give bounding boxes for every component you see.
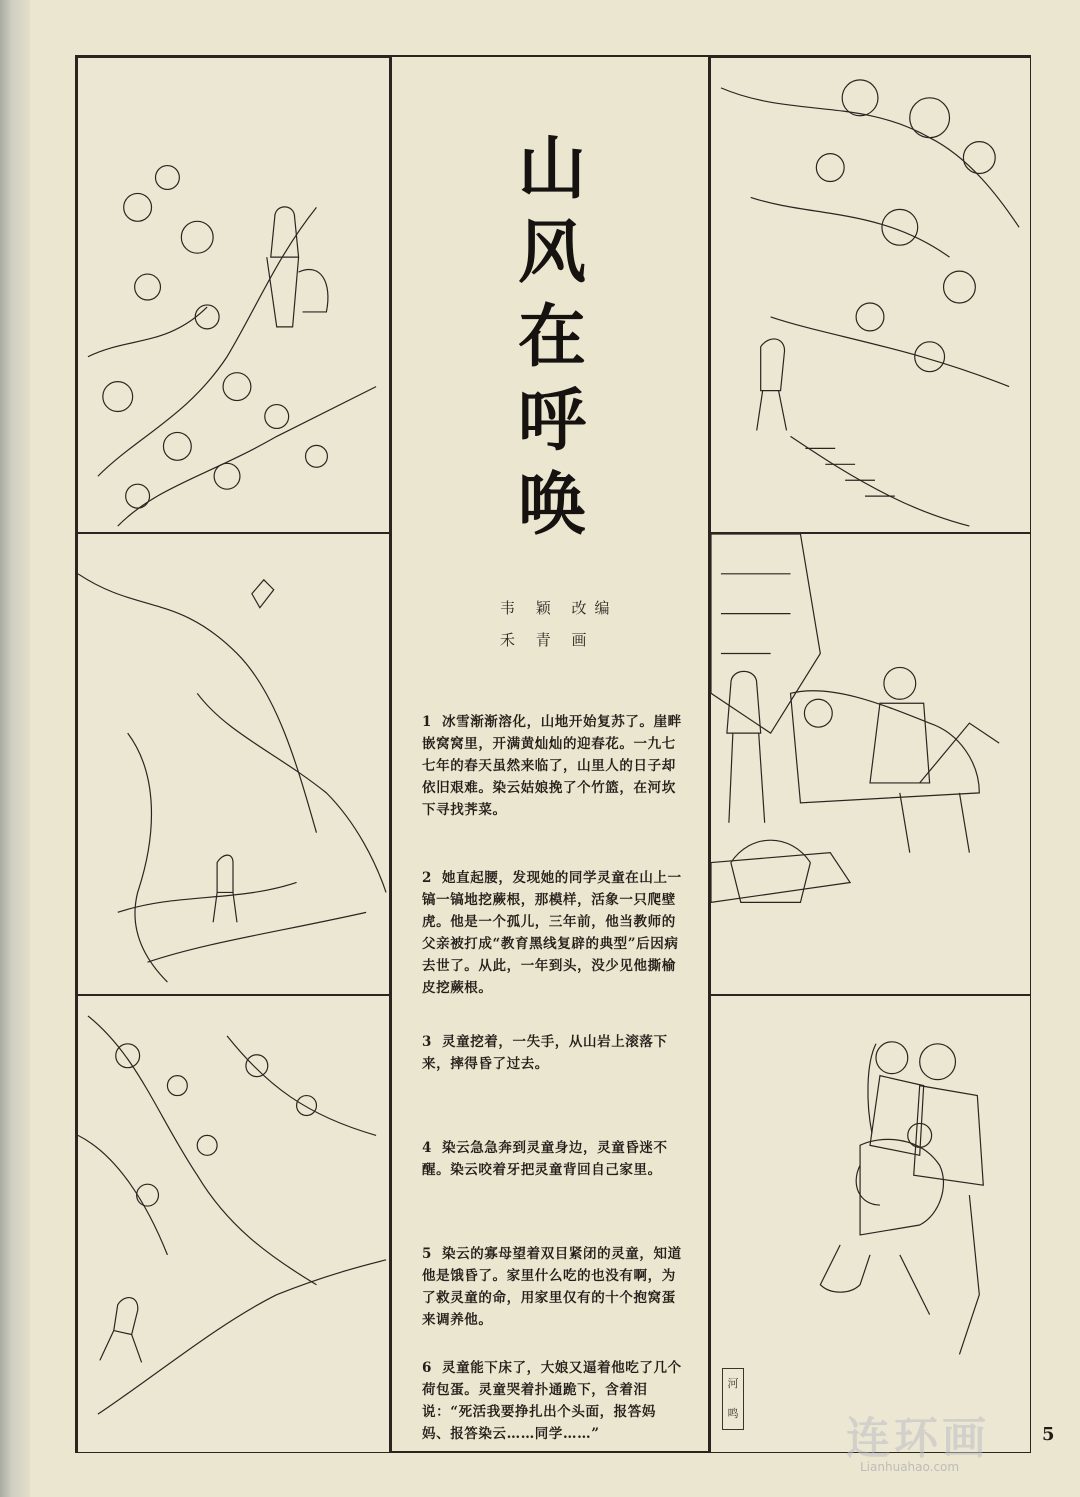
panel-6-illustration	[710, 995, 1031, 1453]
caption-4	[422, 1137, 684, 1181]
caption-number: 2	[422, 870, 432, 886]
site-watermark: 连环画	[846, 1413, 990, 1464]
panel-4-illustration	[710, 533, 1031, 995]
title-char-5: 唤	[517, 466, 586, 545]
panel-3-illustration	[77, 533, 390, 995]
panel-5-illustration	[77, 995, 390, 1453]
caption-number: 1	[422, 714, 432, 730]
page-edge	[0, 0, 30, 1497]
caption-text: 染云的寡母望着双目紧闭的灵童，知道他是饿昏了。家里什么吃的也没有啊，为了救灵童的命，用家里仅有的十个抱窝蛋来调养他。	[422, 1246, 682, 1328]
panel-1-illustration	[77, 57, 390, 533]
title-char-2: 风	[517, 214, 586, 293]
title-char-4: 呼	[517, 382, 586, 461]
page-number: 5	[1042, 1424, 1055, 1445]
caption-1	[422, 711, 684, 821]
caption-text: 灵童挖着，一失手，从山岩上滚落下来，摔得昏了过去。	[422, 1034, 668, 1072]
illustrator-credit: 禾 青 画	[500, 631, 595, 649]
seal-text: 河 鸣	[727, 1377, 739, 1420]
caption-2	[422, 867, 684, 999]
watermark-url: Lianhuahao.com	[860, 1460, 960, 1474]
title-char-1: 山	[517, 130, 586, 209]
caption-6	[422, 1357, 684, 1445]
caption-3	[422, 1031, 684, 1075]
caption-text: 冰雪渐渐溶化，山地开始复苏了。崖畔嵌窝窝里，开满黄灿灿的迎春花。一九七七年的春天虽然来临了，山里人的日子却依旧艰难。染云姑娘挽了个竹篮，在河坎下寻找荠菜。	[422, 714, 682, 818]
story-title	[507, 128, 597, 548]
caption-number: 3	[422, 1034, 432, 1050]
caption-text: 灵童能下床了，大娘又逼着他吃了几个荷包蛋。灵童哭着扑通跪下，含着泪说：“死活我要挣扎出个头面，报答妈妈、报答染云……同学……”	[422, 1360, 682, 1442]
adapter-credit: 韦 颖 改编	[500, 599, 618, 617]
caption-number: 5	[422, 1246, 432, 1262]
caption-5	[422, 1243, 684, 1331]
caption-number: 6	[422, 1360, 432, 1376]
artist-seal	[722, 1368, 744, 1430]
caption-text: 她直起腰，发现她的同学灵童在山上一镐一镐地挖蕨根，那模样，活象一只爬壁虎。他是一个孤儿，三年前，他当教师的父亲被打成“教育黑线复辟的典型”后因病去世了。从此，一年到头，没少见他撕榆皮挖蕨根。	[422, 870, 682, 996]
caption-number: 4	[422, 1140, 432, 1156]
title-char-3: 在	[517, 298, 586, 377]
caption-text: 染云急急奔到灵童身边，灵童昏迷不醒。染云咬着牙把灵童背回自己家里。	[422, 1140, 668, 1178]
panel-2-illustration	[710, 57, 1031, 533]
